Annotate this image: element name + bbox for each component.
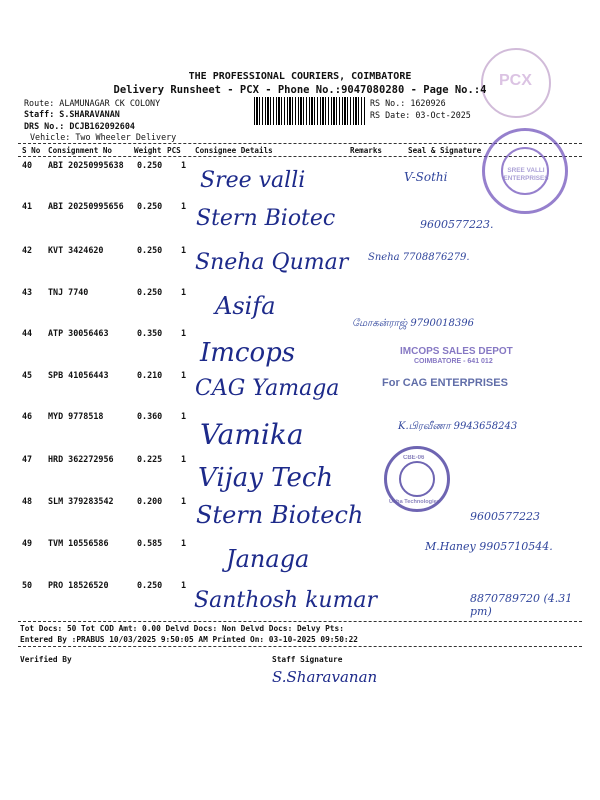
staff-signature-handwritten: S.Sharavanan: [272, 668, 378, 686]
consignee-handwritten: Vijay Tech: [198, 463, 334, 493]
usha-technologies-stamp: [384, 446, 450, 512]
row-sno: 42: [22, 245, 33, 255]
col-consignment: Consignment No: [48, 146, 113, 155]
row-weight: 0.225: [137, 454, 163, 464]
row-consignment: TNJ 7740: [48, 287, 89, 297]
company-title: THE PROFESSIONAL COURIERS, COIMBATORE: [188, 71, 412, 82]
runsheet-barcode: [254, 97, 366, 125]
remark-handwritten: 9600577223: [470, 510, 540, 523]
col-remarks: Remarks: [350, 146, 383, 155]
remark-handwritten: மோகன்ராஜ் 9790018396: [352, 318, 474, 329]
col-consignee: Consignee Details: [195, 146, 273, 155]
row-consignment: ABI 20250995638: [48, 160, 124, 170]
stamp-inner-ring: [399, 461, 435, 497]
rs-date: RS Date: 03-Oct-2025: [370, 110, 471, 120]
remark-handwritten: M.Haney 9905710544.: [425, 540, 553, 553]
remark-handwritten: K.பிரவீணா 9943658243: [398, 421, 518, 432]
row-consignment: KVT 3424620: [48, 245, 104, 255]
sree-valli-stamp: [482, 128, 568, 214]
row-sno: 46: [22, 411, 33, 421]
row-pcs: 1: [181, 538, 187, 548]
consignee-handwritten: Sneha Qumar: [195, 250, 349, 275]
remark-handwritten: 9600577223.: [420, 218, 494, 231]
row-weight: 0.210: [137, 370, 163, 380]
remark-handwritten: Sneha 7708876279.: [368, 252, 470, 263]
sree-valli-stamp-text: SREE VALLI ENTERPRISES: [503, 167, 549, 182]
row-pcs: 1: [181, 580, 187, 590]
row-sno: 48: [22, 496, 33, 506]
row-consignment: TVM 10556586: [48, 538, 109, 548]
route-label: Route: ALAMUNAGAR CK COLONY: [24, 98, 161, 108]
row-consignment: ABI 20250995656: [48, 201, 124, 211]
row-pcs: 1: [181, 328, 187, 338]
imcops-stamp-city: COIMBATORE - 641 012: [414, 358, 493, 365]
row-pcs: 1: [181, 160, 187, 170]
row-sno: 45: [22, 370, 33, 380]
footer-totals: Tot Docs: 50 Tot COD Amt: 0.00 Delvd Docs: Non Delvd Docs: Delvy Pts:: [20, 624, 344, 633]
row-pcs: 1: [181, 454, 187, 464]
cag-stamp: For CAG ENTERPRISES: [382, 377, 508, 389]
consignee-handwritten: Stern Biotech: [196, 501, 364, 529]
table-row: [0, 328, 600, 348]
row-weight: 0.250: [137, 287, 163, 297]
footer-top-rule: [18, 621, 582, 622]
row-weight: 0.250: [137, 580, 163, 590]
row-sno: 49: [22, 538, 33, 548]
row-pcs: 1: [181, 411, 187, 421]
row-sno: 41: [22, 201, 33, 211]
row-pcs: 1: [181, 496, 187, 506]
staff-signature-label: Staff Signature: [272, 655, 343, 664]
row-pcs: 1: [181, 245, 187, 255]
row-consignment: ATP 30056463: [48, 328, 109, 338]
row-weight: 0.360: [137, 411, 163, 421]
remark-handwritten: V-Sothi: [404, 170, 448, 184]
row-consignment: PRO 18526520: [48, 580, 109, 590]
row-weight: 0.350: [137, 328, 163, 338]
consignee-handwritten: Sree valli: [200, 168, 306, 193]
row-sno: 40: [22, 160, 33, 170]
row-pcs: 1: [181, 201, 187, 211]
row-sno: 43: [22, 287, 33, 297]
usha-stamp-cbe: CBE-06: [403, 455, 425, 461]
pcx-stamp: [481, 48, 551, 118]
consignee-handwritten: Santhosh kumar: [194, 588, 378, 613]
pcx-stamp-text: PCX: [499, 72, 532, 89]
row-weight: 0.250: [137, 245, 163, 255]
row-consignment: SLM 379283542: [48, 496, 114, 506]
row-pcs: 1: [181, 287, 187, 297]
runsheet-title: Delivery Runsheet - PCX - Phone No.:9047080280 - Page No.:4: [113, 84, 487, 96]
vehicle-label: Vehicle: Two Wheeler Delivery: [30, 132, 177, 142]
row-sno: 47: [22, 454, 33, 464]
consignee-handwritten: Stern Biotec: [196, 206, 336, 231]
col-weight: Weight: [134, 146, 162, 155]
col-pcs: PCS: [167, 146, 181, 155]
consignee-handwritten: Vamika: [200, 418, 304, 451]
usha-stamp-name: Usha Technologies: [389, 499, 440, 505]
footer-entered-by: Entered By :PRABUS 10/03/2025 9:50:05 AM Printed On: 03-10-2025 09:50:22: [20, 635, 358, 644]
row-weight: 0.250: [137, 160, 163, 170]
consignee-handwritten: Imcops: [200, 338, 296, 368]
row-weight: 0.200: [137, 496, 163, 506]
footer-bottom-rule: [18, 646, 582, 647]
staff-label: Staff: S.SHARAVANAN: [24, 109, 120, 119]
drs-number: DRS No.: DCJB162092604: [24, 121, 135, 131]
row-consignment: MYD 9778518: [48, 411, 104, 421]
col-sno: S No: [22, 146, 41, 155]
row-weight: 0.585: [137, 538, 163, 548]
row-weight: 0.250: [137, 201, 163, 211]
row-sno: 50: [22, 580, 33, 590]
remark-handwritten: 8870789720 (4.31 pm): [470, 592, 573, 618]
row-consignment: SPB 41056443: [48, 370, 109, 380]
table-row: [0, 287, 600, 307]
row-consignment: HRD 362272956: [48, 454, 114, 464]
row-pcs: 1: [181, 370, 187, 380]
verified-by-label: Verified By: [20, 655, 72, 664]
col-seal-signature: Seal & Signature: [408, 146, 482, 155]
rs-number: RS No.: 1620926: [370, 98, 446, 108]
consignee-handwritten: Asifa: [215, 292, 276, 320]
row-sno: 44: [22, 328, 33, 338]
imcops-stamp: IMCOPS SALES DEPOT: [400, 346, 513, 357]
consignee-handwritten: Janaga: [226, 545, 310, 573]
consignee-handwritten: CAG Yamaga: [195, 376, 340, 401]
